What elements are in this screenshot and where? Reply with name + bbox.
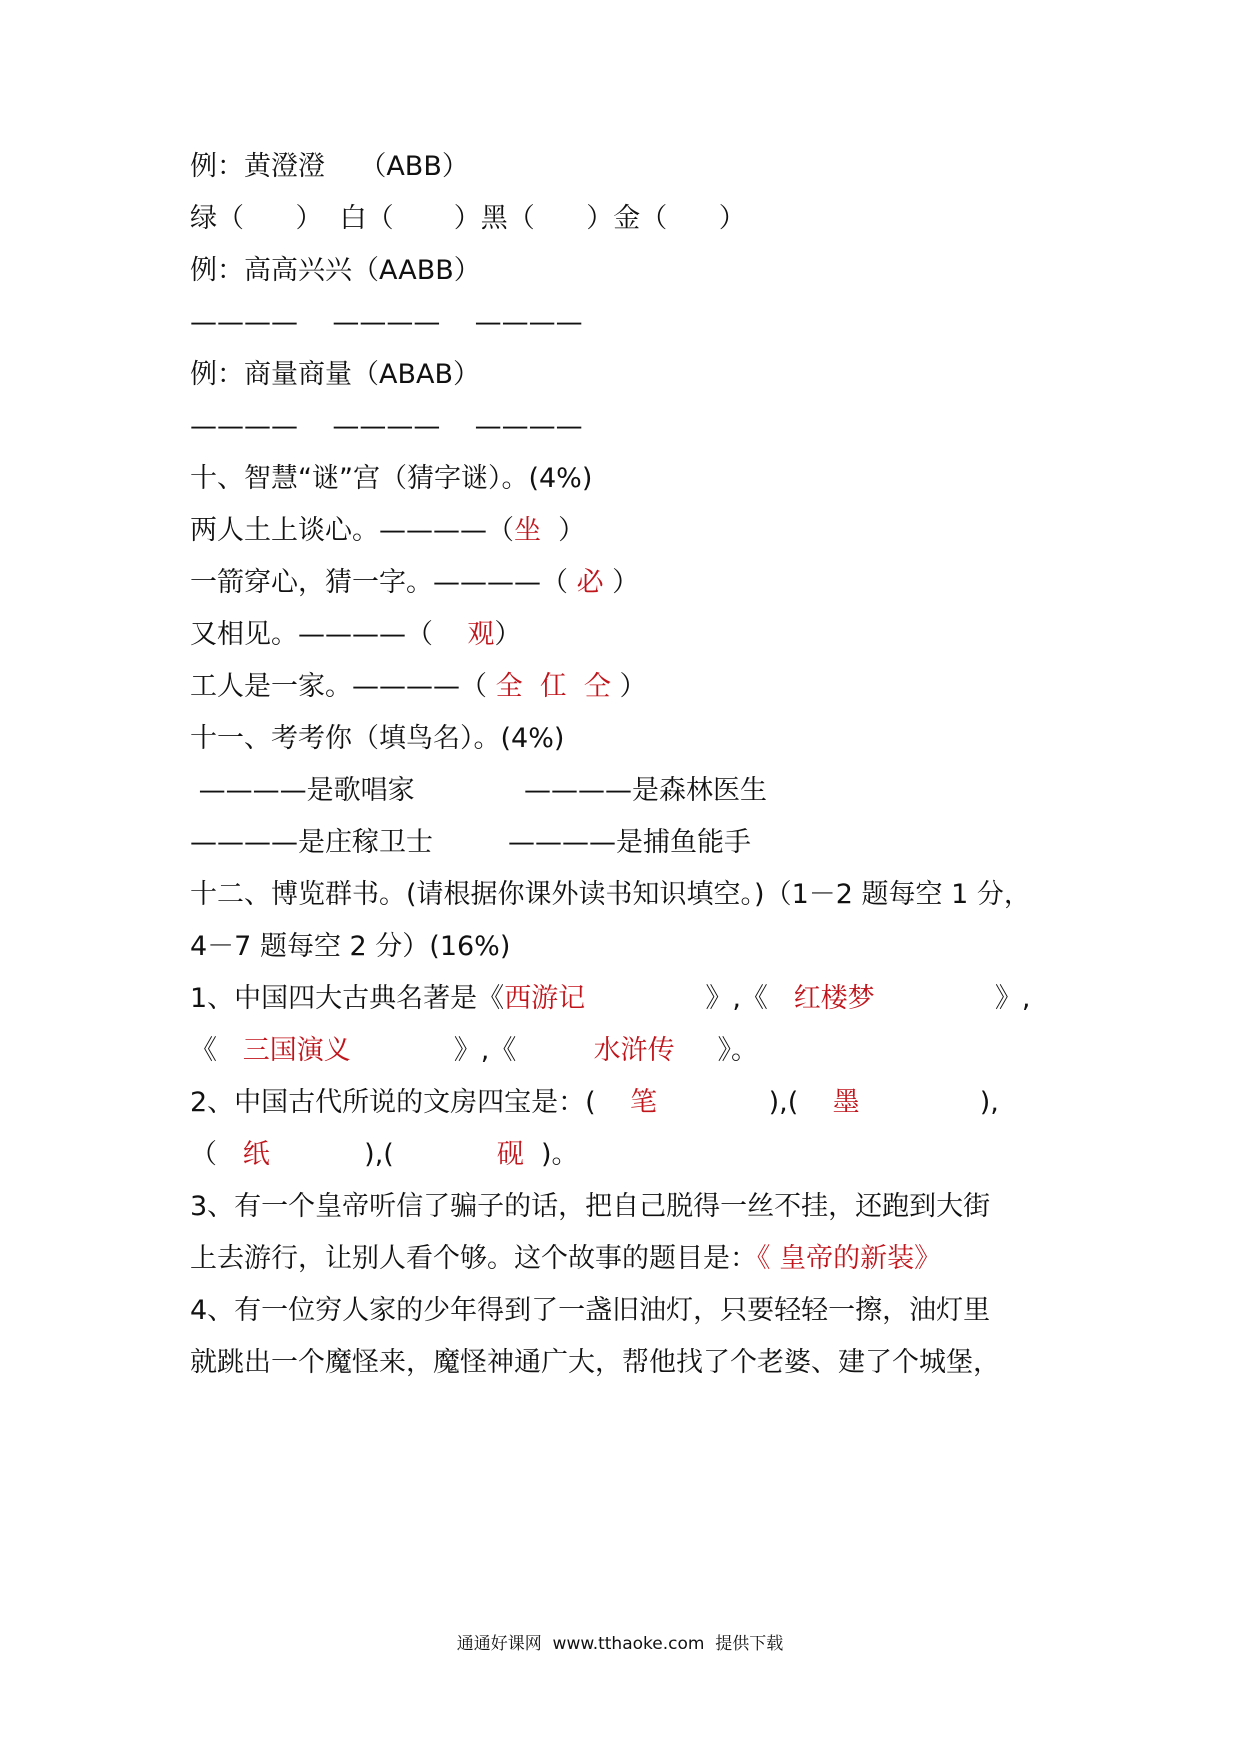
section-12-heading: 十二、博览群书。(请根据你课外读书知识填空。)（1－2 题每空 1 分， (190, 879, 1031, 910)
page-footer: 通通好课网 www.tthaoke.com 提供下载 (456, 1634, 784, 1654)
question-3-line-1: 3、有一个皇帝听信了骗子的话，把自己脱得一丝不挂，还跑到大街 (190, 1191, 991, 1222)
riddle-4: 工人是一家。————（ 全 仜 仝 ） (190, 671, 647, 702)
question-1-line-2: 《 三国演义 》,《 水浒传 》。 (190, 1035, 758, 1066)
question-4-line-1: 4、有一位穷人家的少年得到了一盏旧油灯，只要轻轻一擦，油灯里 (190, 1295, 991, 1326)
question-2-line-1: 2、中国古代所说的文房四宝是：( 笔 ),( 墨 ), (190, 1087, 999, 1118)
riddle-4-answer: 全 仜 仝 (495, 671, 611, 702)
riddle-1-answer: 坐 (514, 515, 541, 546)
section-10-heading: 十、智慧“谜”宫（猜字谜）。(4%) (190, 463, 593, 494)
example-abb: 例：黄澄澄 （ABB） (190, 151, 469, 182)
abb-blanks: 绿（ ） 白（ ）黑（ ）金（ ） (190, 203, 746, 234)
answer-shuihuzhuan: 水浒传 (593, 1035, 675, 1066)
riddle-2: 一箭穿心，猜一字。————（ 必 ） (190, 567, 640, 598)
question-4-line-2: 就跳出一个魔怪来，魔怪神通广大，帮他找了个老婆、建了个城堡， (190, 1347, 1000, 1378)
example-abab: 例：商量商量（ABAB） (190, 359, 480, 390)
riddle-2-answer: 必 (576, 567, 604, 598)
answer-hongloumeng: 红楼梦 (793, 983, 875, 1014)
answer-sanguoyanyi: 三国演义 (242, 1035, 351, 1066)
aabb-blanks: ———— ———— ———— (190, 307, 583, 338)
bird-blank-1: ————是歌唱家 (190, 775, 415, 806)
riddle-3: 又相见。————（ 观） (190, 619, 522, 650)
answer-brush: 笔 (630, 1087, 658, 1118)
answer-xiyouji: 西游记 (504, 983, 586, 1014)
section-12-heading-cont: 4－7 题每空 2 分）(16%) (190, 931, 511, 962)
question-2-line-2: （ 纸 ),( 砚 )。 (190, 1139, 579, 1170)
answer-inkstone: 砚 (496, 1139, 524, 1170)
example-aabb: 例：高高兴兴（AABB） (190, 255, 481, 286)
bird-blank-4: ————是捕鱼能手 (508, 827, 751, 858)
bird-blank-2: ————是森林医生 (524, 775, 767, 806)
question-1-line-1: 1、中国四大古典名著是《西游记 》,《 红楼梦 》, (190, 983, 1031, 1014)
answer-paper: 纸 (242, 1139, 270, 1170)
riddle-3-answer: 观 (467, 619, 495, 650)
question-3-line-2: 上去游行，让别人看个够。这个故事的题目是：《 皇帝的新装》 (190, 1243, 942, 1274)
section-11-heading: 十一、考考你（填鸟名）。(4%) (190, 723, 565, 754)
answer-emperor-new-clothes: 《 皇帝的新装》 (757, 1243, 942, 1274)
riddle-1: 两人土上谈心。————（坐 ） (190, 515, 586, 546)
answer-ink: 墨 (832, 1087, 860, 1118)
bird-blank-3: ————是庄稼卫士 (190, 827, 433, 858)
abab-blanks: ———— ———— ———— (190, 411, 583, 442)
